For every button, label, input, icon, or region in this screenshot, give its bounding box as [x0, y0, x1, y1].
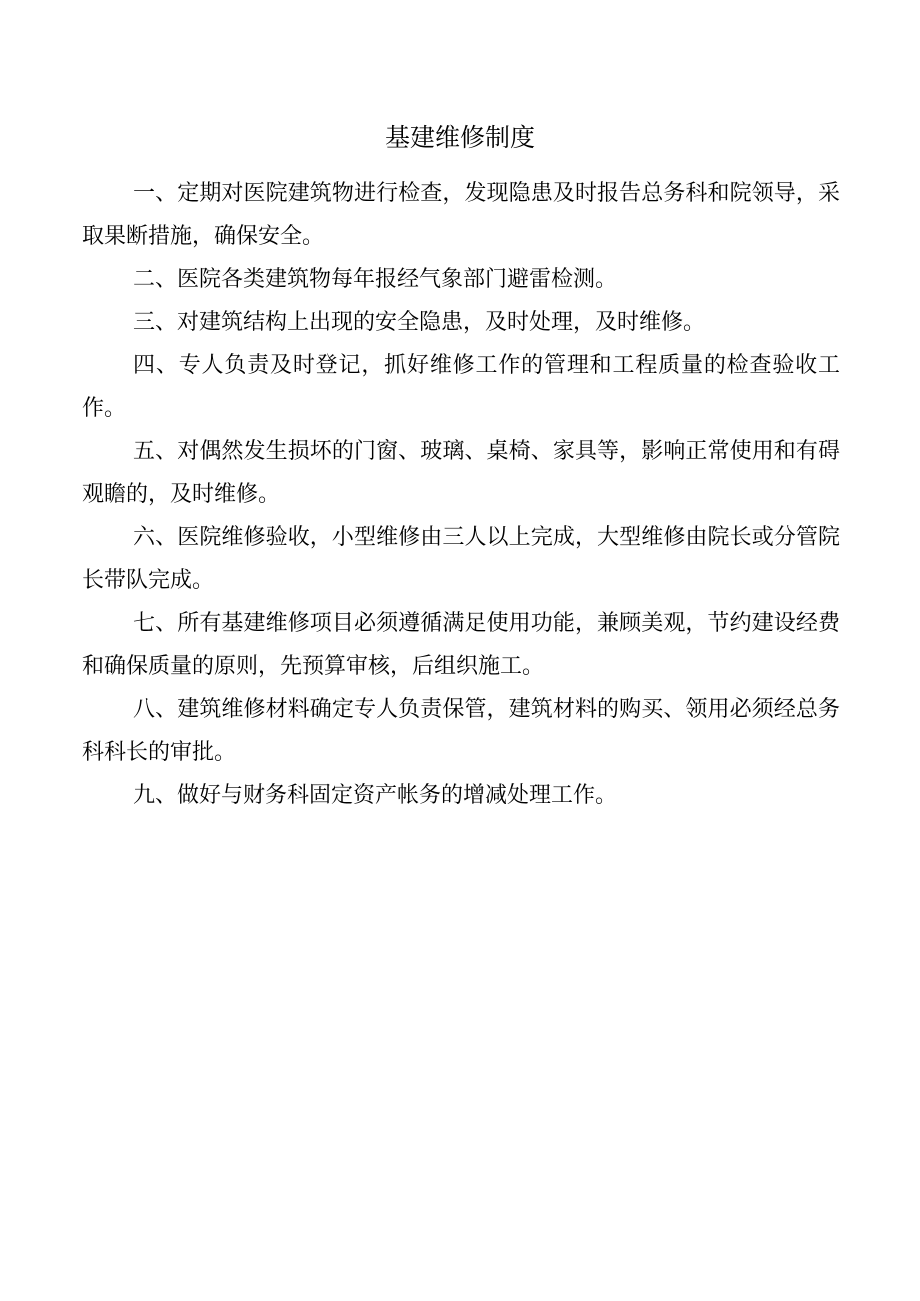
clause-item: 八、建筑维修材料确定专人负责保管，建筑材料的购买、领用必须经总务科科长的审批。 [82, 697, 840, 765]
clause-item: 一、定期对医院建筑物进行检查，发现隐患及时报告总务科和院领导，采取果断措施，确保安全。 [82, 181, 840, 249]
document-title: 基建维修制度 [384, 123, 535, 152]
clause-item: 五、对偶然发生损坏的门窗、玻璃、桌椅、家具等，影响正常使用和有碍观瞻的，及时维修。 [82, 439, 840, 507]
clause-item: 九、做好与财务科固定资产帐务的增减处理工作。 [133, 783, 618, 808]
clause-item: 三、对建筑结构上出现的安全隐患，及时处理，及时维修。 [133, 310, 706, 335]
clause-item: 四、专人负责及时登记，抓好维修工作的管理和工程质量的检查验收工作。 [82, 353, 840, 421]
clause-item: 二、医院各类建筑物每年报经气象部门避雷检测。 [133, 267, 618, 292]
clause-item: 六、医院维修验收，小型维修由三人以上完成，大型维修由院长或分管院长带队完成。 [82, 525, 840, 593]
clause-list [82, 172, 840, 817]
clause-item: 七、所有基建维修项目必须遵循满足使用功能，兼顾美观，节约建设经费和确保质量的原则，先预算审核，后组织施工。 [82, 611, 840, 679]
